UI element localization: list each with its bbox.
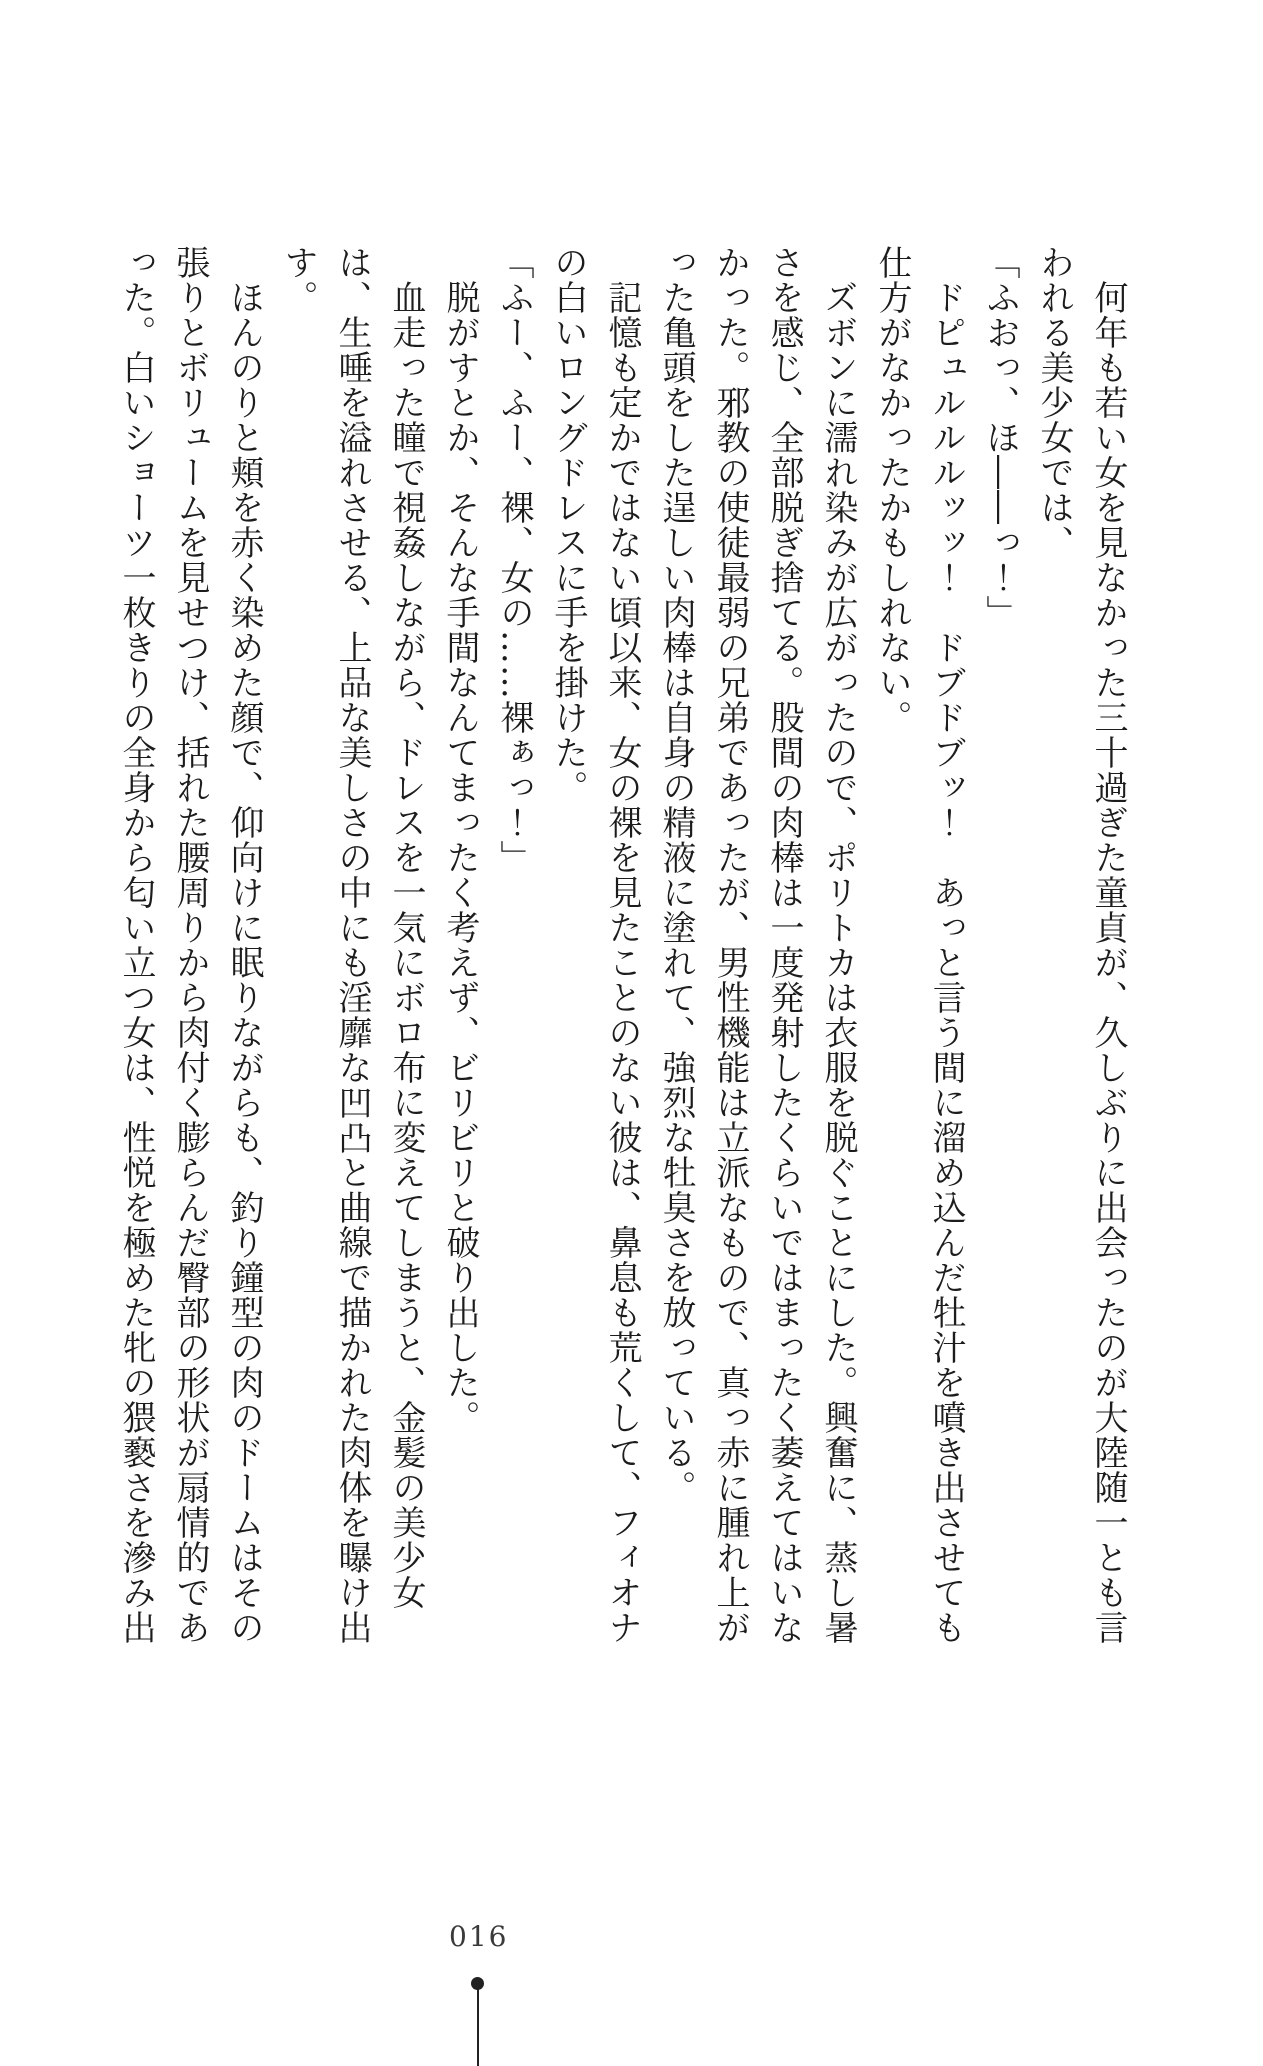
paragraph: ドピュルルルッッ！ ドブドブッ！ あっと言う間に溜め込んだ牡汁を噴き出させても仕方がなかったかもしれない。	[872, 245, 966, 1645]
paragraph: 何年も若い女を見なかった三十過ぎた童貞が、久しぶりに出会ったのが大陸随一とも言われる美少女では、	[1034, 245, 1128, 1645]
body-text	[109, 245, 1135, 1645]
paragraph: 記憶も定かではない頃以来、女の裸を見たことのない彼は、鼻息も荒くして、フィオナの白いロングドレスに手を掛けた。	[548, 245, 642, 1645]
page-footer	[0, 1915, 1263, 2066]
page-number: 016	[449, 1920, 509, 1953]
paragraph: ズボンに濡れ染みが広がったので、ポリトカは衣服を脱ぐことにした。興奮に、蒸し暑さを感じ、全部脱ぎ捨てる。股間の肉棒は一度発射したくらいではまったく萎えてはいなかった。邪教の使徒最弱の兄弟であったが、男性機能は立派なもので、真っ赤に腫れ上がった亀頭をした逞しい肉棒は自身の精液に塗れて、強烈な牡臭さを放っている。	[656, 245, 858, 1645]
paragraph: 脱がすとか、そんな手間なんてまったく考えず、ビリビリと破り出した。	[440, 245, 480, 1435]
paragraph-dialogue: 「ふおっ、ほ――っ！」	[980, 245, 1020, 630]
section-marker-line	[477, 1988, 479, 2066]
paragraph: ほんのりと頬を赤く染めた顔で、仰向けに眠りながらも、釣り鐘型の肉のドームはその張りとボリュームを見せつけ、括れた腰周りから肉付く膨らんだ臀部の形状が扇情的であった。白いショーツ一枚きりの全身から匂い立つ女は、性悦を極めた牝の猥褻さを滲み出	[116, 245, 264, 1645]
paragraph: 血走った瞳で視姦しながら、ドレスを一気にボロ布に変えてしまうと、金髪の美少女は、生唾を溢れさせる、上品な美しさの中にも淫靡な凹凸と曲線で描かれた肉体を曝け出す。	[278, 245, 426, 1645]
paragraph-dialogue: 「ふー、ふー、裸、女の……裸ぁっ！」	[494, 245, 534, 875]
